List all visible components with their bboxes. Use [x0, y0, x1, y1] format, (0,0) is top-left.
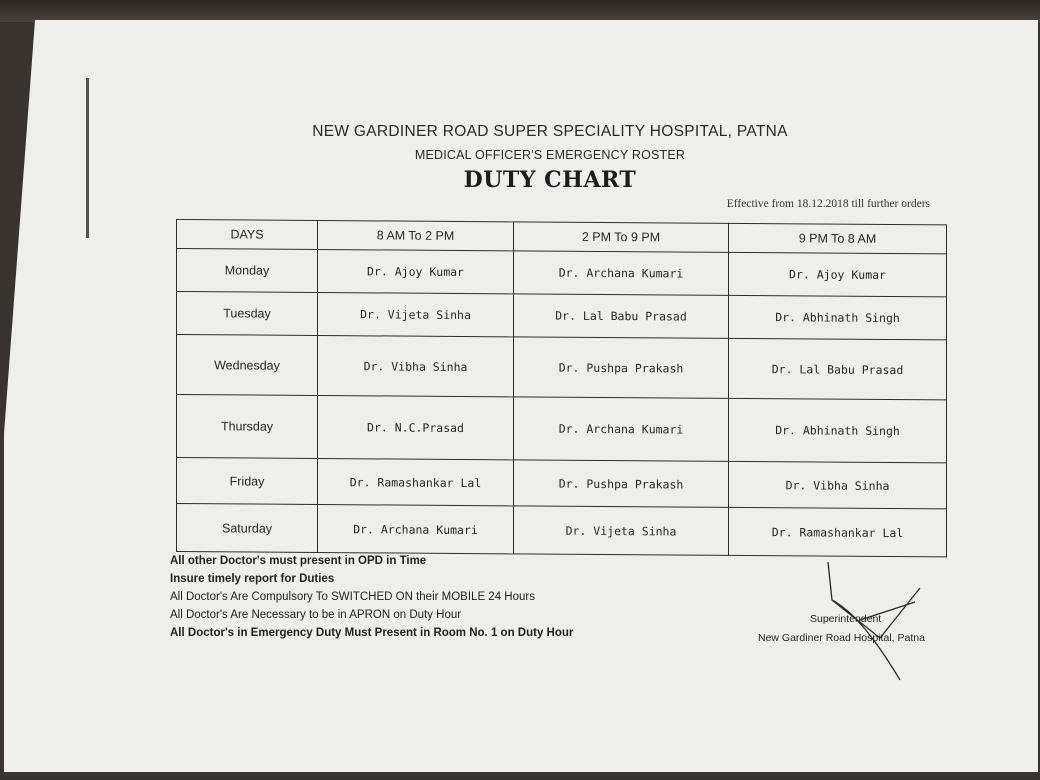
instruction-notes — [170, 552, 573, 642]
doctor-cell: Dr. Ajoy Kumar — [318, 249, 514, 293]
doctor-cell: Dr. Abhinath Singh — [729, 398, 947, 463]
signature-mark — [820, 560, 930, 690]
doctor-cell: Dr. Abhinath Singh — [729, 295, 947, 340]
day-cell: Saturday — [177, 504, 318, 553]
doctor-cell: Dr. Vibha Sinha — [729, 461, 947, 509]
day-cell: Monday — [177, 249, 318, 293]
note-item: Insure timely report for Duties — [170, 573, 335, 585]
signatory-title: Superintendent — [810, 613, 882, 625]
table-row — [177, 335, 947, 400]
day-cell: Wednesday — [177, 335, 318, 396]
doctor-cell: Dr. Lal Babu Prasad — [514, 294, 729, 339]
header-shift-night: 9 PM To 8 AM — [729, 223, 947, 254]
doctor-cell: Dr. Vibha Sinha — [318, 335, 514, 396]
header-shift-morning: 8 AM To 2 PM — [318, 220, 514, 250]
header-shift-afternoon: 2 PM To 9 PM — [514, 222, 729, 253]
hospital-name: NEW GARDINER ROAD SUPER SPECIALITY HOSPITAL, PATNA — [312, 123, 788, 140]
note-item: All Doctor's Are Necessary to be in APRON on Duty Hour — [170, 609, 462, 621]
doctor-cell: Dr. Ramashankar Lal — [318, 458, 514, 505]
table-row — [177, 458, 947, 509]
doctor-cell: Dr. N.C.Prasad — [318, 395, 514, 459]
doctor-cell: Dr. Pushpa Prakash — [514, 460, 729, 508]
doctor-cell: Dr. Lal Babu Prasad — [729, 338, 947, 400]
signatory-organization: New Gardiner Road Hospital, Patna — [758, 632, 925, 644]
table-row — [177, 249, 947, 297]
roster-title: MEDICAL OFFICER'S EMERGENCY ROSTER — [414, 148, 686, 162]
header-days: DAYS — [177, 220, 318, 250]
day-cell: Friday — [177, 458, 318, 505]
doctor-cell: Dr. Ramashankar Lal — [729, 507, 947, 557]
note-item: All other Doctor's must present in OPD in Time — [170, 555, 427, 567]
duty-table — [176, 219, 947, 557]
table-row — [177, 292, 947, 340]
note-item: All Doctor's Are Compulsory To SWITCHED ON their MOBILE 24 Hours — [170, 591, 535, 603]
doctor-cell: Dr. Ajoy Kumar — [729, 252, 947, 297]
effective-note: Effective from 18.12.2018 till further orders — [726, 198, 930, 210]
note-item: All Doctor's in Emergency Duty Must Present in Room No. 1 on Duty Hour — [170, 627, 574, 639]
table-row — [177, 395, 947, 463]
doctor-cell: Dr. Archana Kumari — [514, 251, 729, 296]
doctor-cell: Dr. Pushpa Prakash — [514, 337, 729, 399]
table-row — [177, 504, 947, 557]
day-cell: Thursday — [177, 395, 318, 459]
doctor-cell: Dr. Archana Kumari — [318, 504, 514, 553]
doctor-cell: Dr. Vijeta Sinha — [318, 292, 514, 336]
background-surface — [0, 0, 1040, 22]
day-cell: Tuesday — [177, 292, 318, 336]
chart-title: DUTY CHART — [463, 167, 637, 193]
doctor-cell: Dr. Vijeta Sinha — [514, 506, 729, 556]
doctor-cell: Dr. Archana Kumari — [514, 397, 729, 462]
